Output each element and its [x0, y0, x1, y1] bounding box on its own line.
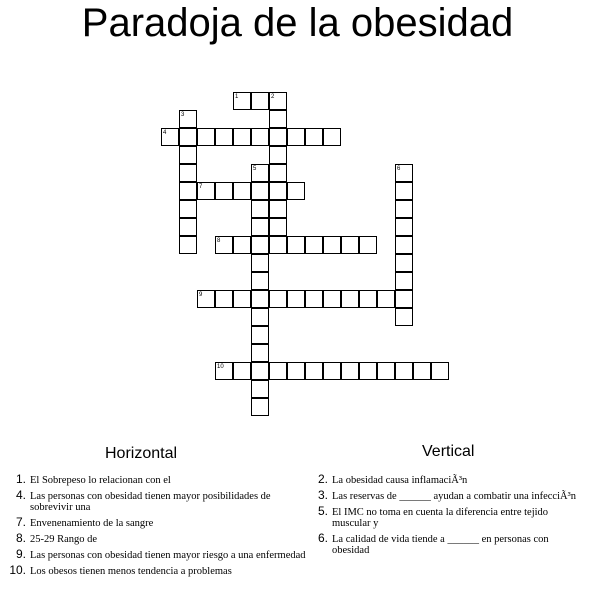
across-clue [15, 472, 315, 486]
puzzle-title: Paradoja de la obesidad [81, 1, 514, 45]
across-heading: Horizontal [105, 445, 178, 462]
across-clue [15, 547, 315, 561]
grid-cell[interactable] [251, 182, 269, 200]
clue-number: 5. [317, 504, 328, 518]
grid-cell[interactable] [323, 362, 341, 380]
grid-cell[interactable] [251, 344, 269, 362]
clue-number-label: 10 [217, 364, 224, 370]
grid-cell[interactable] [179, 146, 197, 164]
clue-number: 4. [15, 488, 26, 502]
clue-number-label: 5 [253, 166, 257, 172]
grid-cell[interactable] [395, 362, 413, 380]
grid-cell[interactable] [233, 362, 251, 380]
grid-cell[interactable] [305, 362, 323, 380]
grid-cell[interactable] [377, 290, 395, 308]
clue-text: La calidad de vida tiende a ______ en personas con obesidad [332, 534, 549, 556]
grid-cell[interactable] [323, 128, 341, 146]
grid-cell[interactable] [179, 164, 197, 182]
down-clue-list [317, 472, 582, 561]
grid-cell[interactable] [251, 218, 269, 236]
clue-number-label: 8 [217, 238, 221, 244]
grid-cell[interactable] [305, 236, 323, 254]
grid-cell[interactable] [269, 182, 287, 200]
grid-cell[interactable] [431, 362, 449, 380]
grid-cell[interactable] [269, 128, 287, 146]
clue-number-label: 2 [271, 94, 275, 100]
clue-number: 2. [317, 472, 328, 486]
grid-cell[interactable] [233, 128, 251, 146]
grid-cell[interactable] [179, 236, 197, 254]
clue-number: 8. [15, 531, 26, 545]
grid-cell[interactable] [323, 236, 341, 254]
grid-cell[interactable] [359, 362, 377, 380]
grid-cell[interactable] [395, 290, 413, 308]
grid-cell[interactable] [251, 290, 269, 308]
clue-number-label: 4 [163, 130, 167, 136]
grid-cell[interactable] [215, 182, 233, 200]
clue-number-label: 1 [235, 94, 239, 100]
grid-cell[interactable] [269, 362, 287, 380]
grid-cell[interactable] [359, 290, 377, 308]
grid-cell[interactable] [395, 308, 413, 326]
clue-number-label: 6 [397, 166, 401, 172]
down-clue [317, 472, 582, 486]
grid-cell[interactable] [341, 362, 359, 380]
grid-cell[interactable] [377, 362, 395, 380]
across-clue [15, 515, 315, 529]
grid-cell[interactable] [269, 200, 287, 218]
grid-cell[interactable] [233, 236, 251, 254]
clue-text: Las reservas de ______ ayudan a combatir una infecciÃ³n [332, 491, 576, 502]
grid-cell[interactable] [233, 182, 251, 200]
grid-cell[interactable] [179, 218, 197, 236]
clue-number: 10. [9, 563, 26, 577]
grid-cell[interactable] [251, 236, 269, 254]
grid-cell[interactable] [251, 326, 269, 344]
grid-cell[interactable] [251, 272, 269, 290]
grid-cell[interactable] [287, 128, 305, 146]
grid-cell[interactable] [413, 362, 431, 380]
clue-number: 9. [15, 547, 26, 561]
grid-cell[interactable] [215, 128, 233, 146]
grid-cell[interactable] [251, 380, 269, 398]
across-clue [9, 563, 315, 577]
grid-cell[interactable] [269, 110, 287, 128]
grid-cell[interactable] [287, 290, 305, 308]
clue-text: Envenenamiento de la sangre [30, 518, 154, 529]
clue-text: 25-29 Rango de [30, 534, 98, 545]
grid-cell[interactable] [269, 290, 287, 308]
grid-cell[interactable] [305, 128, 323, 146]
grid-cell[interactable] [359, 236, 377, 254]
across-clue-list [9, 472, 315, 582]
clue-number-label: 7 [199, 184, 203, 190]
clue-number-label: 9 [199, 292, 203, 298]
clue-number: 6. [317, 531, 328, 545]
grid-cell[interactable] [251, 200, 269, 218]
clue-text: El Sobrepeso lo relacionan con el [30, 475, 171, 486]
clue-text: El IMC no toma en cuenta la diferencia entre tejido muscular y [332, 507, 549, 529]
clue-text: La obesidad causa inflamaciÃ³n [332, 475, 468, 486]
clue-number-label: 3 [181, 112, 185, 118]
grid-cell[interactable] [215, 290, 233, 308]
across-clue [15, 488, 315, 513]
grid-cell[interactable] [269, 146, 287, 164]
grid-cell[interactable] [251, 362, 269, 380]
grid-cell[interactable] [287, 236, 305, 254]
down-heading: Vertical [422, 443, 475, 460]
grid-cell[interactable] [395, 272, 413, 290]
grid-cell[interactable] [251, 308, 269, 326]
down-clue [317, 488, 582, 502]
clue-number: 7. [15, 515, 26, 529]
grid-cell[interactable] [251, 254, 269, 272]
grid-cell[interactable] [305, 290, 323, 308]
grid-cell[interactable] [251, 92, 269, 110]
grid-cell[interactable] [269, 236, 287, 254]
grid-cell[interactable] [269, 164, 287, 182]
grid-cell[interactable] [395, 254, 413, 272]
clue-number: 1. [15, 472, 26, 486]
grid-cell[interactable] [341, 236, 359, 254]
grid-cell[interactable] [287, 182, 305, 200]
grid-cell[interactable] [287, 362, 305, 380]
grid-cell[interactable] [323, 290, 341, 308]
across-clue [15, 531, 315, 545]
clue-text: Los obesos tienen menos tendencia a problemas [30, 566, 232, 577]
grid-cell[interactable] [233, 290, 251, 308]
clue-text: Las personas con obesidad tienen mayor riesgo a una enfermedad [30, 550, 306, 561]
grid-cell[interactable] [395, 182, 413, 200]
grid-cell[interactable] [341, 290, 359, 308]
grid-cell[interactable] [395, 236, 413, 254]
down-clue [317, 531, 582, 556]
grid-cell[interactable] [197, 128, 215, 146]
clue-number: 3. [317, 488, 328, 502]
grid-cell[interactable] [395, 218, 413, 236]
grid-cell[interactable] [395, 200, 413, 218]
grid-cell[interactable] [251, 128, 269, 146]
grid-cell[interactable] [179, 128, 197, 146]
grid-cell[interactable] [269, 218, 287, 236]
grid-cell[interactable] [251, 398, 269, 416]
grid-cell[interactable] [179, 200, 197, 218]
grid-cell[interactable] [179, 182, 197, 200]
clue-text: Las personas con obesidad tienen mayor posibilidades de sobrevivir una [30, 491, 271, 513]
down-clue [317, 504, 582, 529]
